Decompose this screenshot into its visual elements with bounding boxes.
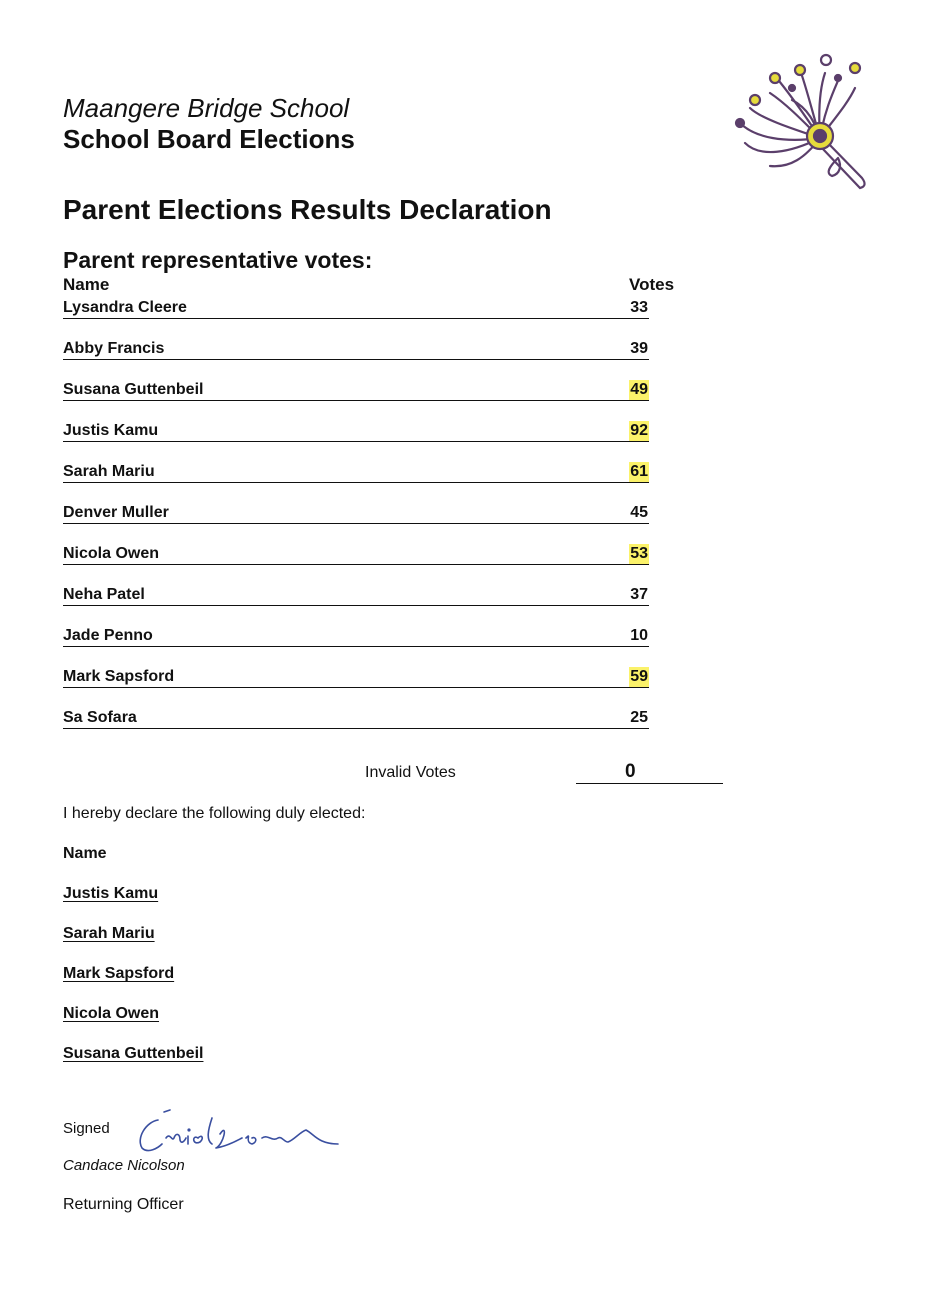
candidate-votes: 33 — [630, 299, 648, 316]
invalid-votes-label: Invalid Votes — [365, 764, 456, 781]
candidate-name: Justis Kamu — [63, 422, 159, 439]
candidate-row — [63, 585, 649, 606]
candidate-votes: 25 — [630, 709, 648, 726]
page-title: Parent Elections Results Declaration — [63, 194, 552, 225]
elected-name: Nicola Owen — [63, 1005, 160, 1022]
candidate-name: Sarah Mariu — [63, 463, 155, 480]
elected-name: Susana Guttenbeil — [63, 1045, 204, 1062]
candidate-name: Denver Muller — [63, 504, 169, 521]
candidate-votes: 61 — [630, 463, 648, 480]
elected-name-heading: Name — [63, 845, 107, 862]
section-heading: Parent representative votes: — [63, 247, 373, 273]
column-header-votes: Votes — [629, 275, 675, 294]
handwritten-signature — [128, 1108, 358, 1158]
candidate-votes: 49 — [630, 381, 648, 398]
candidate-votes: 53 — [630, 545, 648, 562]
candidate-row — [63, 503, 649, 524]
candidate-row — [63, 667, 649, 688]
candidate-votes-table — [63, 298, 649, 749]
invalid-votes-value: 0 — [625, 761, 636, 782]
candidate-name: Susana Guttenbeil — [63, 381, 204, 398]
candidate-row — [63, 380, 649, 401]
elected-name: Justis Kamu — [63, 885, 159, 902]
school-name: Maangere Bridge School — [63, 93, 350, 123]
candidate-name: Abby Francis — [63, 340, 165, 357]
candidate-votes: 59 — [630, 668, 648, 685]
candidate-votes: 45 — [630, 504, 648, 521]
column-header-name: Name — [63, 275, 110, 294]
candidate-votes: 37 — [630, 586, 648, 603]
returning-officer-title: Returning Officer — [63, 1196, 184, 1213]
candidate-row — [63, 298, 649, 319]
elected-name: Mark Sapsford — [63, 965, 175, 982]
elected-list — [63, 884, 203, 1084]
invalid-votes-underline — [576, 761, 723, 784]
candidate-name: Jade Penno — [63, 627, 153, 644]
signed-label: Signed — [63, 1120, 110, 1137]
declaration-statement: I hereby declare the following duly elected: — [63, 805, 366, 822]
candidate-name: Nicola Owen — [63, 545, 160, 562]
candidate-row — [63, 421, 649, 442]
candidate-votes: 92 — [630, 422, 648, 439]
candidate-name: Lysandra Cleere — [63, 299, 187, 316]
candidate-row — [63, 626, 649, 647]
election-subtitle: School Board Elections — [63, 124, 355, 154]
candidate-row — [63, 544, 649, 565]
flower-logo-icon — [730, 48, 870, 193]
elected-name: Sarah Mariu — [63, 925, 155, 942]
candidate-votes: 39 — [630, 340, 648, 357]
candidate-name: Neha Patel — [63, 586, 145, 603]
candidate-name: Mark Sapsford — [63, 668, 175, 685]
candidate-row — [63, 462, 649, 483]
returning-officer-name: Candace Nicolson — [63, 1157, 185, 1174]
candidate-name: Sa Sofara — [63, 709, 137, 726]
candidate-row — [63, 708, 649, 729]
candidate-votes: 10 — [630, 627, 648, 644]
candidate-row — [63, 339, 649, 360]
